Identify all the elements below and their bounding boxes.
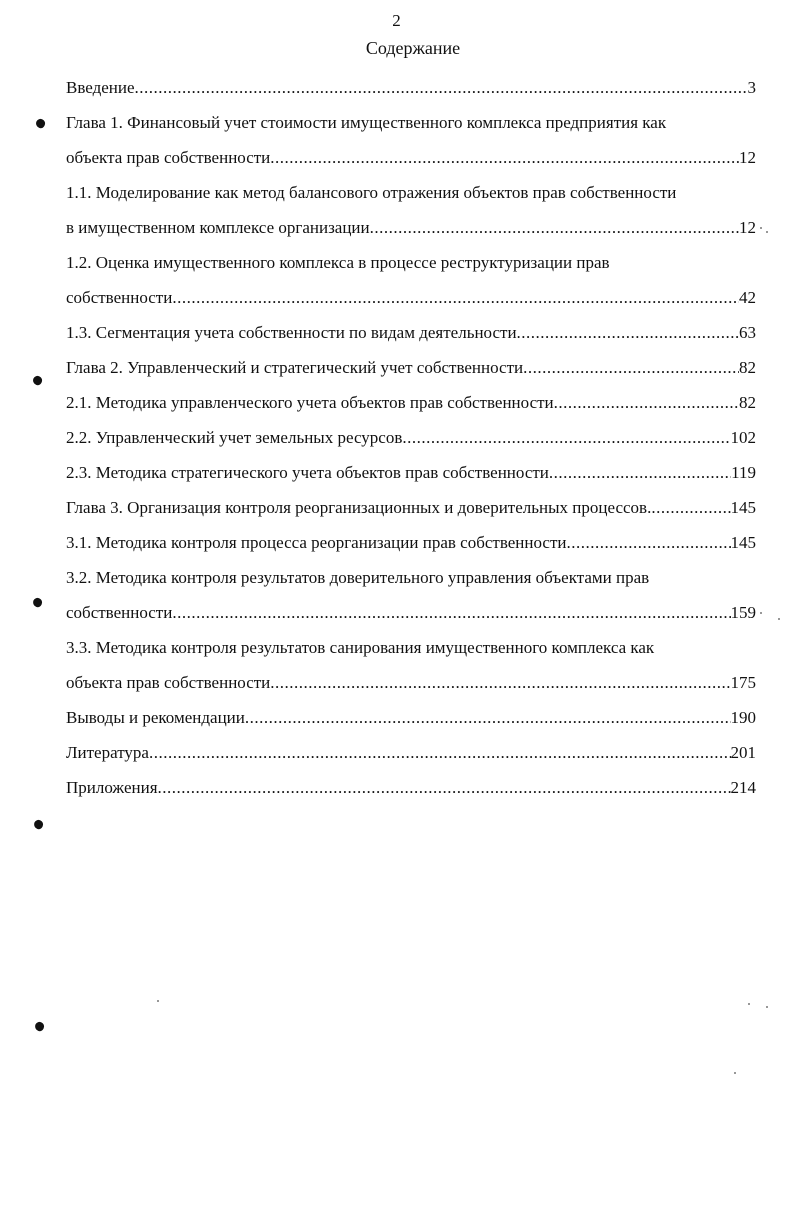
page-number: 2 xyxy=(392,11,401,30)
toc-entry-line-with-page xyxy=(66,735,756,770)
dot-leader xyxy=(549,455,731,490)
toc-entry xyxy=(66,455,756,490)
dot-leader xyxy=(402,420,730,455)
punch-hole-mark xyxy=(32,375,44,387)
toc-entry-line-with-page xyxy=(66,315,756,350)
toc-entry xyxy=(66,630,756,700)
toc-entry-line-with-page xyxy=(66,770,756,805)
toc-entry-text: Введение xyxy=(66,78,135,97)
dot-leader xyxy=(270,665,730,700)
toc-entry xyxy=(66,525,756,560)
dot-leader xyxy=(172,280,739,315)
toc-entry-text: 1.1. Моделирование как метод балансового отражения объектов прав собственности xyxy=(66,183,677,202)
toc-entry xyxy=(66,490,756,525)
toc-entry-line-with-page xyxy=(66,420,756,455)
toc-entry-text: 2.3. Методика стратегического учета объектов прав собственности xyxy=(66,463,549,482)
toc-entry xyxy=(66,175,756,245)
toc-entry-line-with-page xyxy=(66,210,756,245)
toc-entry xyxy=(66,385,756,420)
toc-page-number: 214 xyxy=(730,778,756,797)
toc-entry-text: Глава 3. Организация контроля реорганизационных и доверительных процессов. xyxy=(66,498,652,517)
toc-entry-text: 1.2. Оценка имущественного комплекса в процессе реструктуризации прав xyxy=(66,253,610,272)
toc-entry-text: собственности xyxy=(66,603,173,622)
toc-entry-text: Выводы и рекомендации xyxy=(66,708,245,727)
toc-entry-text: Приложения xyxy=(66,778,158,797)
scan-speck xyxy=(734,1072,736,1074)
toc-entry-text: 2.2. Управленческий учет земельных ресурсов xyxy=(66,428,403,447)
toc-entry-line-with-page xyxy=(66,385,756,420)
toc-page-number: 3 xyxy=(747,78,756,97)
scan-speck xyxy=(760,227,762,229)
dot-leader xyxy=(245,700,731,735)
toc-entry-line-with-page xyxy=(66,70,756,105)
punch-hole-mark xyxy=(33,819,45,831)
toc-page-number: 12 xyxy=(739,218,756,237)
scan-speck xyxy=(157,1000,159,1002)
dot-leader xyxy=(554,385,739,420)
toc-entry-line-with-page xyxy=(66,525,756,560)
toc-page-number: 42 xyxy=(739,288,756,307)
toc-page-number: 119 xyxy=(731,463,756,482)
toc-entry-line-with-page xyxy=(66,595,756,630)
toc-page-number: 159 xyxy=(730,603,756,622)
toc-entry-text: в имущественном комплексе организации xyxy=(66,218,370,237)
toc-entry-text: 2.1. Методика управленческого учета объектов прав собственности xyxy=(66,393,554,412)
toc-page-number: 201 xyxy=(730,743,756,762)
toc-page-number: 82 xyxy=(739,393,756,412)
toc-page-number: 145 xyxy=(730,498,756,517)
toc-entry xyxy=(66,245,756,315)
scan-speck xyxy=(766,231,768,233)
toc-entry-text: Глава 2. Управленческий и стратегический учет собственности xyxy=(66,358,524,377)
toc-entry xyxy=(66,315,756,350)
punch-hole-mark xyxy=(34,1021,46,1033)
dot-leader xyxy=(158,770,731,805)
toc-entry-text: 3.1. Методика контроля процесса реорганизации прав собственности xyxy=(66,533,567,552)
scan-speck xyxy=(766,1006,768,1008)
toc-entry-text: объекта прав собственности xyxy=(66,148,271,167)
dot-leader xyxy=(651,490,730,525)
toc-entry-line-with-page xyxy=(66,350,756,385)
toc-page-number: 175 xyxy=(730,673,756,692)
toc-entry-text: 1.3. Сегментация учета собственности по видам деятельности xyxy=(66,323,517,342)
dot-leader xyxy=(566,525,730,560)
toc-entry xyxy=(66,105,756,175)
toc-entry xyxy=(66,560,756,630)
dot-leader xyxy=(370,210,739,245)
toc-entry-text: 3.3. Методика контроля результатов санирования имущественного комплекса как xyxy=(66,638,655,657)
dot-leader xyxy=(517,315,739,350)
toc-page-number: 102 xyxy=(730,428,756,447)
toc-entry xyxy=(66,350,756,385)
toc-entry xyxy=(66,770,756,805)
toc-entry-text: 3.2. Методика контроля результатов доверительного управления объектами прав xyxy=(66,568,650,587)
toc-entry-text: Глава 1. Финансовый учет стоимости имущественного комплекса предприятия как xyxy=(66,113,667,132)
dot-leader xyxy=(270,140,739,175)
toc-page-number: 82 xyxy=(739,358,756,377)
punch-hole-mark xyxy=(35,118,47,130)
toc-entry xyxy=(66,420,756,455)
toc-entry-line-with-page xyxy=(66,140,756,175)
toc-page-number: 12 xyxy=(739,148,756,167)
toc-entry-line-with-page xyxy=(66,455,756,490)
toc-entry xyxy=(66,70,756,105)
scan-speck xyxy=(760,612,762,614)
toc-entry-text: объекта прав собственности xyxy=(66,673,271,692)
toc-entry-line-with-page xyxy=(66,665,756,700)
scan-speck xyxy=(778,618,780,620)
toc-page-number: 145 xyxy=(730,533,756,552)
toc-entry-line-with-page xyxy=(66,700,756,735)
toc-page-number: 63 xyxy=(739,323,756,342)
dot-leader xyxy=(172,595,730,630)
toc-entry-line-with-page xyxy=(66,490,756,525)
toc-entry-text: Литература xyxy=(66,743,149,762)
toc-entry xyxy=(66,735,756,770)
table-of-contents xyxy=(66,70,756,805)
toc-entry-line-with-page xyxy=(66,280,756,315)
dot-leader xyxy=(523,350,739,385)
dot-leader xyxy=(135,70,748,105)
scan-speck xyxy=(748,1003,750,1005)
toc-page-number: 190 xyxy=(730,708,756,727)
toc-entry-text: собственности xyxy=(66,288,173,307)
toc-entry xyxy=(66,700,756,735)
dot-leader xyxy=(149,735,731,770)
toc-title: Содержание xyxy=(365,38,461,58)
punch-hole-mark xyxy=(32,597,44,609)
